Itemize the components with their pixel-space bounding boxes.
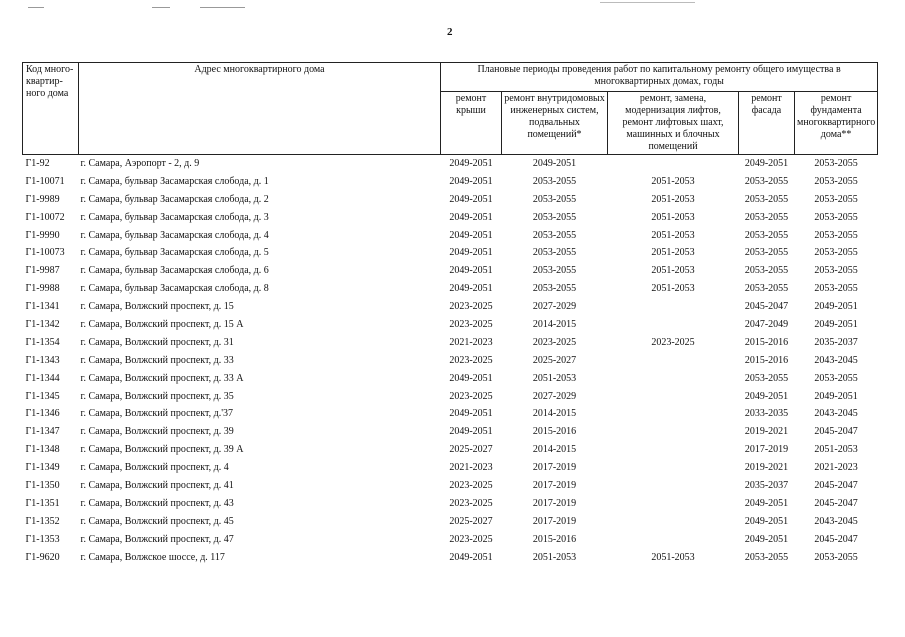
table-row [23, 334, 878, 352]
cell-engineering: 2049-2051 [532, 157, 577, 169]
cell-lifts [608, 441, 739, 459]
cell-code: Г1-1347 [25, 426, 60, 438]
table-row [23, 531, 878, 549]
table-row [23, 227, 878, 245]
cell-address: г. Самара, Волжское шоссе, д. 117 [80, 551, 225, 563]
cell-roof: 2049-2051 [449, 372, 493, 384]
cell-roof: 2023-2025 [449, 301, 493, 313]
header-engineering: ремонт внутридомовых инженерных систем, подвальных помещений* [502, 92, 608, 155]
table-row [23, 191, 878, 209]
header-roof: ремонт крыши [441, 92, 502, 155]
cell-roof: 2049-2051 [449, 229, 493, 241]
cell-engineering: 2053-2055 [532, 283, 577, 295]
cell-roof: 2021-2023 [449, 462, 493, 474]
cell-lifts [608, 298, 739, 316]
cell-engineering: 2053-2055 [532, 265, 577, 277]
cell-roof: 2049-2051 [449, 283, 493, 295]
cell-facade: 2053-2055 [744, 193, 789, 205]
cell-foundation: 2035-2037 [814, 336, 858, 348]
cell-roof: 2049-2051 [449, 408, 493, 420]
cell-foundation: 2043-2045 [814, 408, 858, 420]
cell-facade: 2053-2055 [744, 211, 789, 223]
cell-facade: 2053-2055 [744, 229, 789, 241]
table-row [23, 370, 878, 388]
table-row [23, 405, 878, 423]
cell-code: Г1-1342 [25, 318, 60, 330]
cell-address: г. Самара, бульвар Засамарская слобода, д. 4 [80, 229, 269, 241]
cell-address: г. Самара, бульвар Засамарская слобода, д. 3 [80, 211, 269, 223]
cell-foundation: 2053-2055 [814, 229, 858, 241]
cell-code: Г1-10072 [25, 211, 65, 223]
cell-lifts [608, 531, 739, 549]
cell-engineering: 2053-2055 [532, 211, 577, 223]
cell-code: Г1-1348 [25, 444, 60, 456]
cell-code: Г1-1350 [25, 479, 60, 491]
cell-foundation: 2043-2045 [814, 354, 858, 366]
scan-artifact [200, 7, 245, 8]
cell-foundation: 2053-2055 [814, 551, 858, 563]
capital-repair-table [22, 62, 878, 566]
cell-address: г. Самара, Волжский проспект, д. 33 [80, 354, 234, 366]
cell-address: г. Самара, Волжский проспект, д. 4 [80, 462, 229, 474]
scan-artifact [600, 2, 695, 3]
scan-artifact [152, 7, 170, 8]
cell-facade: 2049-2051 [744, 390, 789, 402]
cell-address: г. Самара, бульвар Засамарская слобода, д. 2 [80, 193, 269, 205]
cell-code: Г1-1349 [25, 462, 60, 474]
table-row [23, 280, 878, 298]
table-row [23, 262, 878, 280]
cell-code: Г1-1353 [25, 533, 60, 545]
cell-lifts: 2051-2053 [651, 229, 695, 241]
cell-foundation: 2045-2047 [814, 479, 858, 491]
table-row [23, 549, 878, 567]
cell-lifts: 2051-2053 [651, 211, 695, 223]
cell-code: Г1-9989 [25, 193, 60, 205]
cell-foundation: 2045-2047 [814, 426, 858, 438]
cell-foundation: 2053-2055 [814, 211, 858, 223]
cell-lifts [608, 495, 739, 513]
cell-facade: 2019-2021 [744, 426, 789, 438]
table-row [23, 298, 878, 316]
cell-engineering: 2015-2016 [532, 426, 577, 438]
scan-artifact [28, 7, 44, 8]
header-code: Код много-квартир-ного дома [23, 63, 79, 155]
cell-address: г. Самара, Волжский проспект, д. 45 [80, 515, 234, 527]
header-periods: Плановые периоды проведения работ по капитальному ремонту общего имущества в многоквартирных домах, годы [441, 63, 878, 92]
cell-facade: 2053-2055 [744, 175, 789, 187]
cell-facade: 2049-2051 [744, 157, 789, 169]
cell-engineering: 2017-2019 [532, 497, 577, 509]
cell-engineering: 2014-2015 [532, 318, 577, 330]
table-body [23, 155, 878, 567]
cell-roof: 2049-2051 [449, 211, 493, 223]
cell-lifts [608, 352, 739, 370]
cell-roof: 2021-2023 [449, 336, 493, 348]
cell-lifts: 2051-2053 [651, 175, 695, 187]
cell-foundation: 2049-2051 [814, 318, 858, 330]
cell-foundation: 2053-2055 [814, 193, 858, 205]
table-row [23, 388, 878, 406]
cell-address: г. Самара, Волжский проспект, д. 15 А [80, 318, 244, 330]
cell-lifts [608, 155, 739, 173]
cell-engineering: 2017-2019 [532, 479, 577, 491]
cell-address: г. Самара, бульвар Засамарская слобода, д. 8 [80, 283, 269, 295]
cell-engineering: 2027-2029 [532, 390, 577, 402]
cell-code: Г1-1343 [25, 354, 60, 366]
cell-foundation: 2053-2055 [814, 283, 858, 295]
cell-foundation: 2045-2047 [814, 497, 858, 509]
cell-roof: 2049-2051 [449, 193, 493, 205]
cell-engineering: 2017-2019 [532, 515, 577, 527]
cell-lifts [608, 405, 739, 423]
cell-facade: 2053-2055 [744, 265, 789, 277]
cell-engineering: 2053-2055 [532, 175, 577, 187]
cell-facade: 2053-2055 [744, 247, 789, 259]
cell-engineering: 2015-2016 [532, 533, 577, 545]
cell-facade: 2053-2055 [744, 283, 789, 295]
table-row [23, 513, 878, 531]
cell-lifts: 2051-2053 [651, 193, 695, 205]
cell-facade: 2053-2055 [744, 551, 789, 563]
cell-facade: 2015-2016 [744, 354, 789, 366]
cell-roof: 2025-2027 [449, 515, 493, 527]
cell-lifts: 2051-2053 [651, 265, 695, 277]
cell-foundation: 2043-2045 [814, 515, 858, 527]
cell-engineering: 2053-2055 [532, 247, 577, 259]
header-lifts: ремонт, замена, модернизация лифтов, ремонт лифтовых шахт, машинных и блочных помещений [608, 92, 739, 155]
cell-roof: 2049-2051 [449, 175, 493, 187]
table-row [23, 441, 878, 459]
cell-facade: 2015-2016 [744, 336, 789, 348]
cell-roof: 2049-2051 [449, 157, 493, 169]
cell-lifts [608, 316, 739, 334]
cell-address: г. Самара, Волжский проспект, д. 43 [80, 497, 234, 509]
cell-code: Г1-10073 [25, 247, 65, 259]
cell-roof: 2023-2025 [449, 479, 493, 491]
cell-lifts [608, 370, 739, 388]
cell-roof: 2023-2025 [449, 533, 493, 545]
cell-address: г. Самара, Волжский проспект, д. 39 [80, 426, 234, 438]
cell-lifts [608, 459, 739, 477]
cell-engineering: 2053-2055 [532, 229, 577, 241]
cell-address: г. Самара, Аэропорт - 2, д. 9 [80, 157, 200, 169]
cell-code: Г1-1354 [25, 336, 60, 348]
table-row [23, 477, 878, 495]
page-number: 2 [447, 26, 453, 38]
cell-roof: 2023-2025 [449, 318, 493, 330]
cell-roof: 2023-2025 [449, 354, 493, 366]
cell-foundation: 2045-2047 [814, 533, 858, 545]
cell-code: Г1-9620 [25, 551, 60, 563]
cell-code: Г1-9988 [25, 283, 60, 295]
cell-foundation: 2051-2053 [814, 444, 858, 456]
cell-address: г. Самара, Волжский проспект, д. 47 [80, 533, 234, 545]
cell-foundation: 2021-2023 [814, 462, 858, 474]
cell-address: г. Самара, Волжский проспект, д. 31 [80, 336, 234, 348]
table-row [23, 244, 878, 262]
cell-foundation: 2053-2055 [814, 175, 858, 187]
cell-code: Г1-1352 [25, 515, 60, 527]
cell-roof: 2023-2025 [449, 497, 493, 509]
cell-lifts: 2051-2053 [651, 283, 695, 295]
cell-facade: 2033-2035 [744, 408, 789, 420]
cell-facade: 2053-2055 [744, 372, 789, 384]
cell-code: Г1-92 [25, 157, 50, 169]
cell-roof: 2049-2051 [449, 265, 493, 277]
cell-roof: 2049-2051 [449, 247, 493, 259]
table-row [23, 155, 878, 173]
cell-engineering: 2023-2025 [532, 336, 577, 348]
cell-facade: 2049-2051 [744, 515, 789, 527]
cell-address: г. Самара, бульвар Засамарская слобода, д. 5 [80, 247, 269, 259]
cell-code: Г1-1341 [25, 301, 60, 313]
cell-facade: 2049-2051 [744, 497, 789, 509]
table-row [23, 423, 878, 441]
table-row [23, 209, 878, 227]
cell-facade: 2049-2051 [744, 533, 789, 545]
header-facade: ремонт фасада [739, 92, 795, 155]
cell-address: г. Самара, Волжский проспект, д. 35 [80, 390, 234, 402]
cell-facade: 2017-2019 [744, 444, 789, 456]
cell-code: Г1-1345 [25, 390, 60, 402]
cell-lifts: 2051-2053 [651, 247, 695, 259]
cell-engineering: 2027-2029 [532, 301, 577, 313]
header-foundation: ремонт фундамента многоквартирного дома** [795, 92, 878, 155]
cell-foundation: 2053-2055 [814, 157, 858, 169]
cell-foundation: 2053-2055 [814, 247, 858, 259]
cell-engineering: 2025-2027 [532, 354, 577, 366]
cell-roof: 2023-2025 [449, 390, 493, 402]
cell-engineering: 2051-2053 [532, 551, 577, 563]
cell-lifts [608, 423, 739, 441]
cell-engineering: 2017-2019 [532, 462, 577, 474]
cell-foundation: 2053-2055 [814, 372, 858, 384]
cell-address: г. Самара, бульвар Засамарская слобода, д. 6 [80, 265, 269, 277]
cell-engineering: 2053-2055 [532, 193, 577, 205]
table-header [23, 63, 878, 155]
cell-facade: 2035-2037 [744, 479, 789, 491]
cell-facade: 2019-2021 [744, 462, 789, 474]
cell-code: Г1-10071 [25, 175, 65, 187]
cell-roof: 2049-2051 [449, 426, 493, 438]
cell-code: Г1-1351 [25, 497, 60, 509]
cell-lifts [608, 477, 739, 495]
cell-lifts: 2051-2053 [651, 551, 695, 563]
table-row [23, 173, 878, 191]
table-row [23, 316, 878, 334]
cell-engineering: 2014-2015 [532, 444, 577, 456]
cell-code: Г1-1344 [25, 372, 60, 384]
cell-address: г. Самара, Волжский проспект, д. 41 [80, 479, 234, 491]
cell-address: г. Самара, Волжский проспект, д. 39 А [80, 444, 244, 456]
cell-foundation: 2049-2051 [814, 301, 858, 313]
table-row [23, 495, 878, 513]
cell-facade: 2047-2049 [744, 318, 789, 330]
cell-address: г. Самара, Волжский проспект, д. 15 [80, 301, 234, 313]
table-row [23, 352, 878, 370]
cell-code: Г1-1346 [25, 408, 60, 420]
cell-roof: 2049-2051 [449, 551, 493, 563]
cell-engineering: 2014-2015 [532, 408, 577, 420]
cell-roof: 2025-2027 [449, 444, 493, 456]
cell-address: г. Самара, Волжский проспект, д. 33 А [80, 372, 244, 384]
cell-lifts: 2023-2025 [651, 336, 695, 348]
cell-code: Г1-9987 [25, 265, 60, 277]
cell-address: г. Самара, Волжский проспект, д.'37 [80, 408, 234, 420]
cell-lifts [608, 388, 739, 406]
table-row [23, 459, 878, 477]
cell-code: Г1-9990 [25, 229, 60, 241]
cell-foundation: 2049-2051 [814, 390, 858, 402]
cell-foundation: 2053-2055 [814, 265, 858, 277]
cell-facade: 2045-2047 [744, 301, 789, 313]
header-address: Адрес многоквартирного дома [79, 63, 441, 155]
cell-engineering: 2051-2053 [532, 372, 577, 384]
cell-lifts [608, 513, 739, 531]
cell-address: г. Самара, бульвар Засамарская слобода, д. 1 [80, 175, 269, 187]
